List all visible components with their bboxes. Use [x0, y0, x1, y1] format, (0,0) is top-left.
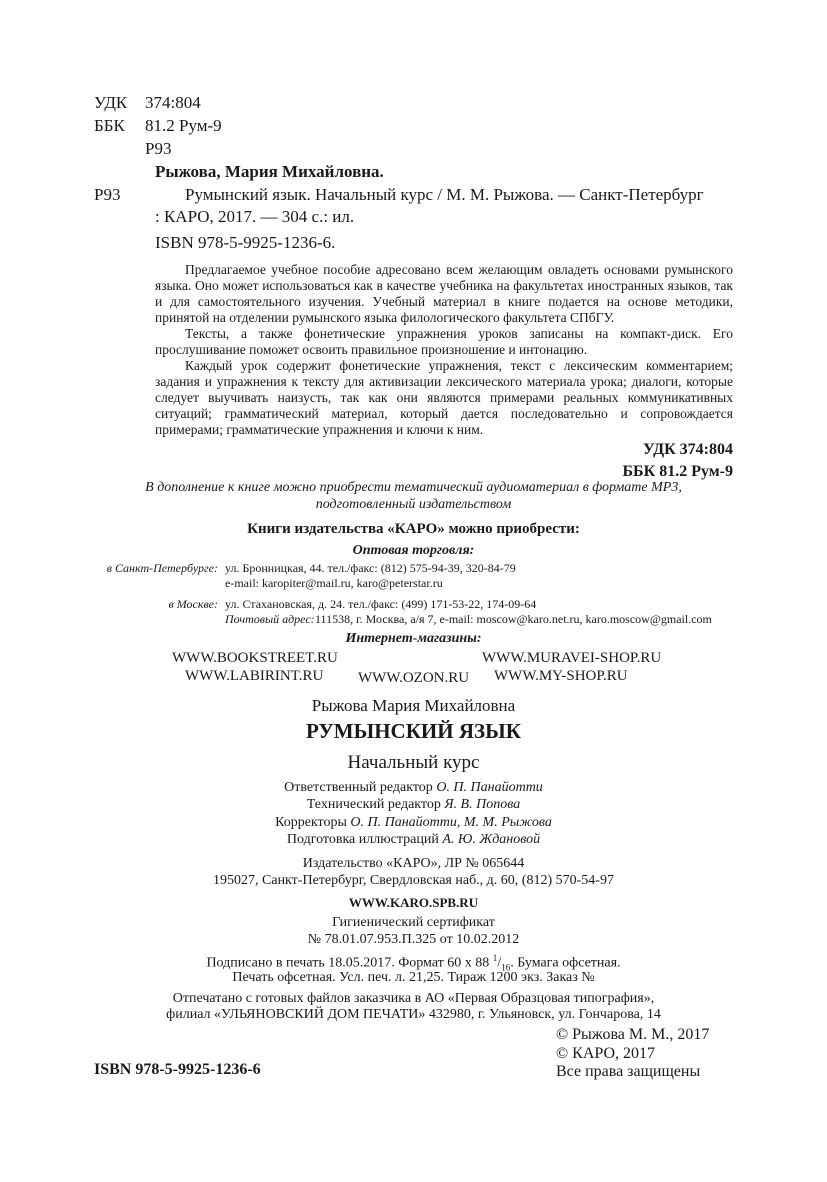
credit-role: Ответственный редактор	[284, 780, 433, 795]
cert-line1: Гигиенический сертификат	[332, 915, 495, 930]
spb-label: в Санкт-Петербурге:	[106, 561, 218, 575]
print-line2: Печать офсетная. Усл. печ. л. 21,25. Тираж 1200 экз. Заказ №	[232, 970, 595, 985]
imprint-title: РУМЫНСКИЙ ЯЗЫК	[306, 719, 521, 743]
credit-line	[94, 815, 733, 831]
credit-line	[94, 832, 733, 848]
copyright-author: © Рыжова М. М., 2017	[556, 1026, 710, 1043]
moscow-line1: ул. Стахановская, д. 24. тел./факс: (499) 171-53-22, 174-09-64	[225, 597, 537, 611]
spb-line1: ул. Бронницкая, 44. тел./факс: (812) 575-94-39, 320-84-79	[225, 561, 516, 575]
rights-reserved: Все права защищены	[556, 1063, 701, 1080]
moscow-postal-label: Почтовый адрес:	[225, 612, 315, 626]
credit-name: О. П. Панайотти	[436, 780, 543, 795]
record-sign: Р93	[94, 185, 121, 204]
print-line1: Подписано в печать 18.05.2017. Формат 60 х 88 $^1/_{16}$. Бумага офсетная.	[206, 953, 621, 973]
shop-link[interactable]: WWW.OZON.RU	[358, 670, 470, 686]
supplement-line2: подготовленный издательством	[315, 497, 512, 512]
credit-role: Корректоры	[275, 815, 347, 830]
supplement-line1: В дополнение к книге можно приобрести тематический аудиоматериал в формате MP3,	[145, 480, 682, 495]
credit-role: Технический редактор	[306, 797, 441, 812]
print-format: Подписано в печать 18.05.2017. Формат 60 х 88	[206, 955, 490, 971]
imprint-author: Рыжова Мария Михайловна	[311, 696, 516, 715]
moscow-label: в Москве:	[168, 597, 218, 611]
address-line: 195027, Санкт-Петербург, Свердловская наб., д. 60, (812) 570-54-97	[213, 873, 614, 888]
record-title-line2: : КАРО, 2017. — 304 с.: ил.	[155, 207, 355, 226]
annotation-paragraph-2: Тексты, а также фонетические упражнения уроков записаны на компакт-диск. Его прослушивание поможет освоить правильное произношение и интонацию.	[155, 326, 733, 358]
annotation-paragraph-1: Предлагаемое учебное пособие адресовано всем желающим овладеть основами румынского языка. Оно может использоваться как в качестве учебника на факультетах иностранных языков, так и для самостоятельного изучения. Учебный материал в книге подается на основе методики, принятой на отделении румынского языка филологического факультета СПбГУ.	[155, 262, 733, 326]
credit-line	[94, 797, 733, 813]
credit-name: Я. В. Попова	[444, 797, 521, 812]
spb-line2: e-mail: karopiter@mail.ru, karo@peterstar.ru	[225, 576, 443, 590]
record-author: Рыжова, Мария Михайловна.	[155, 162, 384, 181]
author-sign: Р93	[145, 139, 172, 158]
fraction-numerator: 1	[492, 953, 498, 963]
printed-line1: Отпечатано с готовых файлов заказчика в АО «Первая Образцовая типография»,	[172, 991, 655, 1006]
shop-link[interactable]: WWW.MY-SHOP.RU	[494, 668, 628, 684]
credit-name: А. Ю. Ждановой	[442, 832, 541, 847]
footer-isbn: ISBN 978-5-9925-1236-6	[94, 1061, 261, 1078]
credit-name: О. П. Панайотти, М. М. Рыжова	[350, 815, 552, 830]
record-title-line1: Румынский язык. Начальный курс / М. М. Рыжова. — Санкт-Петербург	[185, 185, 704, 204]
bbk-right: ББК 81.2 Рум-9	[622, 463, 733, 480]
bbk-label: ББК	[94, 116, 125, 135]
printed-line2: филиал «УЛЬЯНОВСКИЙ ДОМ ПЕЧАТИ» 432980, г. Ульяновск, ул. Гончарова, 14	[166, 1007, 661, 1022]
shop-link[interactable]: WWW.LABIRINT.RU	[185, 668, 324, 684]
udk-value: 374:804	[145, 93, 201, 112]
internet-heading: Интернет-магазины:	[345, 631, 482, 646]
website-link[interactable]: WWW.KARO.SPB.RU	[348, 895, 479, 910]
record-isbn: ISBN 978-5-9925-1236-6.	[155, 233, 336, 252]
imprint-subtitle: Начальный курс	[347, 752, 480, 773]
credit-role: Подготовка иллюстраций	[286, 832, 439, 847]
credit-line	[94, 780, 733, 796]
purchase-heading: Книги издательства «КАРО» можно приобрести:	[247, 521, 580, 537]
wholesale-heading: Оптовая торговля:	[352, 543, 475, 558]
fraction-denominator: 16	[501, 962, 511, 973]
cert-line2: № 78.01.07.953.П.325 от 10.02.2012	[307, 932, 520, 947]
publisher-line: Издательство «КАРО», ЛР № 065644	[302, 856, 525, 871]
print-paper: . Бумага офсетная.	[510, 955, 621, 971]
udk-label: УДК	[94, 93, 128, 112]
udk-right: УДК 374:804	[642, 441, 733, 458]
moscow-line2: 111538, г. Москва, а/я 7, e-mail: moscow@karo.net.ru, karo.moscow@gmail.com	[315, 612, 712, 626]
shop-link[interactable]: WWW.BOOKSTREET.RU	[172, 650, 338, 666]
annotation-paragraph-3: Каждый урок содержит фонетические упражнения, текст с лексическим комментарием; задания и упражнения к тексту для активизации лексического материала урока; диалоги, которые следует выучивать наизусть, так как они являются примерами реальных коммуникативных ситуаций; грамматический материал, который дается последовательно и сопровождается примерами; грамматические упражнения и ключи к ним.	[155, 358, 733, 438]
bbk-value: 81.2 Рум-9	[145, 116, 222, 135]
shop-link[interactable]: WWW.MURAVEI-SHOP.RU	[482, 650, 662, 666]
copyright-publisher: © КАРО, 2017	[556, 1045, 656, 1062]
